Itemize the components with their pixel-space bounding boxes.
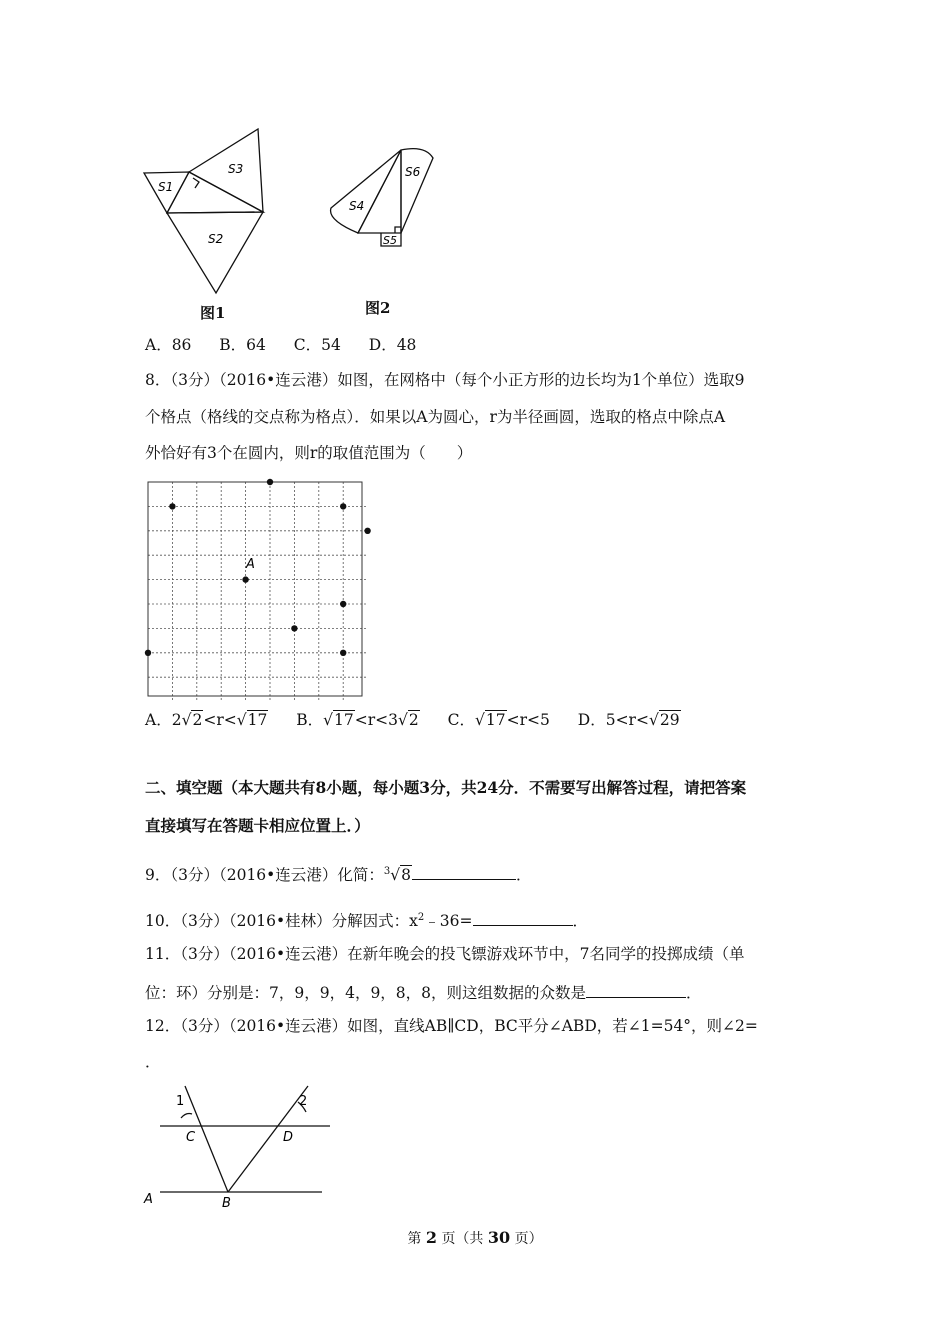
q10: 10．（3分）（2016•桂林）分解因式：$x^2﹣36=$ ． — [145, 908, 588, 931]
page-total: 30 — [487, 1228, 511, 1247]
q8-line-2: 个格点（格线的交点称为格点）．如果以A为圆心，r为半径画圆，选取的格点中除点A — [145, 408, 726, 426]
q8-grid-figure — [140, 476, 375, 701]
grid-point — [291, 625, 297, 631]
s6-label: S6 — [405, 165, 421, 179]
grid-point — [340, 503, 346, 509]
grid-point — [340, 650, 346, 656]
s1-label: S1 — [158, 180, 174, 194]
q11-line-1: 11．（3分）（2016•连云港）在新年晚会的投飞镖游戏环节中，7名同学的投掷成绩（单 — [145, 945, 745, 963]
q11-answer-blank[interactable] — [586, 981, 686, 998]
grid-point — [364, 528, 370, 534]
grid-point — [145, 650, 151, 656]
section-2-heading-line-1: 二、填空题（本大题共有8小题，每小题3分，共24分．不需要写出解答过程，请把答案 — [145, 778, 747, 797]
q8-line-1: 8．（3分）（2016•连云港）如图，在网格中（每个小正方形的边长均为1个单位）选取9 — [145, 371, 745, 389]
point-c-label: C — [186, 1130, 196, 1145]
section-2-heading-line-2: 直接填写在答题卡相应位置上．） — [145, 816, 370, 835]
grid-point — [169, 503, 175, 509]
point-a-label: A — [144, 1192, 153, 1207]
q7-options — [145, 335, 416, 355]
q9: 9．（3分）（2016•连云港）化简：$^3$√8 ． — [145, 862, 531, 885]
point-a-label: A — [246, 557, 255, 572]
point-b-label: B — [222, 1196, 231, 1211]
q7-option-c: C．54 — [293, 336, 341, 354]
grid-point — [340, 601, 346, 607]
q8-line-3: 外恰好有3个在圆内，则r的取值范围为（ ） — [145, 444, 473, 462]
q7-option-d: D．48 — [368, 336, 417, 354]
angle-1-label: 1 — [176, 1094, 185, 1109]
q8-options — [145, 710, 681, 730]
q12-figure — [140, 1078, 340, 1213]
q9-answer-blank[interactable] — [412, 863, 516, 880]
figure-1-caption: 图1 — [200, 304, 226, 322]
q12-line-2: ． — [145, 1053, 161, 1071]
figure-2 — [325, 140, 440, 260]
q8-option-c: C．√17<r<5 — [447, 711, 550, 729]
s5-label: S5 — [383, 234, 397, 247]
angle-2-label: 2 — [299, 1094, 308, 1109]
page-number: 2 — [425, 1228, 437, 1247]
s3-label: S3 — [228, 162, 244, 176]
page-footer: 第 2 页（共 30 页） — [407, 1228, 543, 1247]
grid-point — [242, 576, 248, 582]
point-d-label: D — [283, 1130, 294, 1145]
grid-point — [267, 479, 273, 485]
q8-option-a: A．2√2<r<√17 — [145, 711, 268, 729]
q12-line-1: 12．（3分）（2016•连云港）如图，直线AB∥CD，BC平分∠ABD，若∠1=54°，则∠2= — [145, 1017, 758, 1035]
q8-option-b: B．√17<r<3√2 — [296, 711, 419, 729]
s2-label: S2 — [208, 232, 224, 246]
q7-option-a: A．86 — [145, 336, 192, 354]
q8-option-d: D．5<r<√29 — [577, 711, 680, 729]
figure-2-caption: 图2 — [365, 299, 391, 317]
figure-1 — [140, 125, 280, 325]
q7-option-b: B．64 — [219, 336, 266, 354]
q11-line-2: 位：环）分别是：7，9，9，4，9，8，8，则这组数据的众数是 ． — [145, 981, 702, 1003]
s4-label: S4 — [349, 199, 365, 213]
q10-answer-blank[interactable] — [473, 909, 573, 926]
